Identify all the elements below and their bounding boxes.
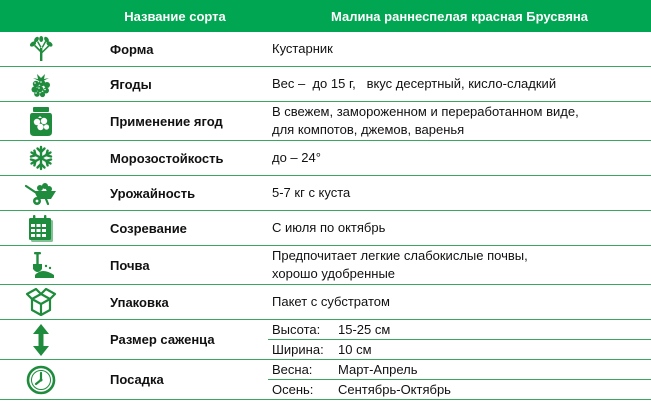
row-name-razmer: Размер саженца bbox=[82, 320, 268, 360]
row-name-moroz: Морозостойкость bbox=[82, 141, 268, 176]
table-row bbox=[0, 360, 651, 380]
height-value: 15-25 см bbox=[338, 320, 651, 340]
snowflake-icon bbox=[0, 141, 82, 176]
clock-icon bbox=[0, 360, 82, 400]
row-value-forma: Кустарник bbox=[268, 32, 651, 67]
value-line: для компотов, джемов, варенья bbox=[272, 122, 465, 137]
table-row bbox=[0, 141, 651, 176]
row-name-yagody: Ягоды bbox=[82, 67, 268, 102]
table-row bbox=[0, 32, 651, 67]
spring-value: Март-Апрель bbox=[338, 360, 651, 380]
autumn-value: Сентябрь-Октябрь bbox=[338, 380, 651, 400]
table-row bbox=[0, 246, 651, 285]
row-name-forma: Форма bbox=[82, 32, 268, 67]
value-line: В свежем, замороженном и переработанном виде, bbox=[272, 104, 579, 119]
row-value-upakovka: Пакет с субстратом bbox=[268, 285, 651, 320]
row-name-sozrevanie: Созревание bbox=[82, 211, 268, 246]
table-row bbox=[0, 285, 651, 320]
table-row bbox=[0, 176, 651, 211]
row-name-pochva: Почва bbox=[82, 246, 268, 285]
value-line: Предпочитает легкие слабокислые почвы, bbox=[272, 248, 528, 263]
width-value: 10 см bbox=[338, 340, 651, 360]
row-value-urozhai: 5-7 кг с куста bbox=[268, 176, 651, 211]
table-row bbox=[0, 67, 651, 102]
table-row bbox=[0, 320, 651, 340]
wheelbarrow-icon bbox=[0, 176, 82, 211]
calendar-icon bbox=[0, 211, 82, 246]
table-row bbox=[0, 102, 651, 141]
row-name-upakovka: Упаковка bbox=[82, 285, 268, 320]
table-header-row bbox=[0, 0, 651, 32]
row-value-sozrevanie: С июля по октябрь bbox=[268, 211, 651, 246]
header-icon-cell bbox=[0, 0, 82, 32]
row-name-posadka: Посадка bbox=[82, 360, 268, 400]
value-line: хорошо удобренные bbox=[272, 266, 396, 281]
spring-label: Весна: bbox=[268, 360, 338, 380]
row-value-moroz: до – 24° bbox=[268, 141, 651, 176]
height-label: Высота: bbox=[268, 320, 338, 340]
box-icon bbox=[0, 285, 82, 320]
vertical-arrow-icon bbox=[0, 320, 82, 360]
row-name-urozhai: Урожайность bbox=[82, 176, 268, 211]
header-value: Малина раннеспелая красная Брусвяна bbox=[268, 0, 651, 32]
shovel-icon bbox=[0, 246, 82, 285]
row-name-primenenie: Применение ягод bbox=[82, 102, 268, 141]
tree-icon bbox=[0, 32, 82, 67]
width-label: Ширина: bbox=[268, 340, 338, 360]
row-value-pochva bbox=[268, 246, 651, 285]
table-row bbox=[0, 211, 651, 246]
autumn-label: Осень: bbox=[268, 380, 338, 400]
jar-icon bbox=[0, 102, 82, 141]
row-value-yagody: Вес – до 15 г, вкус десертный, кисло-сладкий bbox=[268, 67, 651, 102]
row-value-primenenie bbox=[268, 102, 651, 141]
header-name: Название сорта bbox=[82, 0, 268, 32]
berry-icon bbox=[0, 67, 82, 102]
